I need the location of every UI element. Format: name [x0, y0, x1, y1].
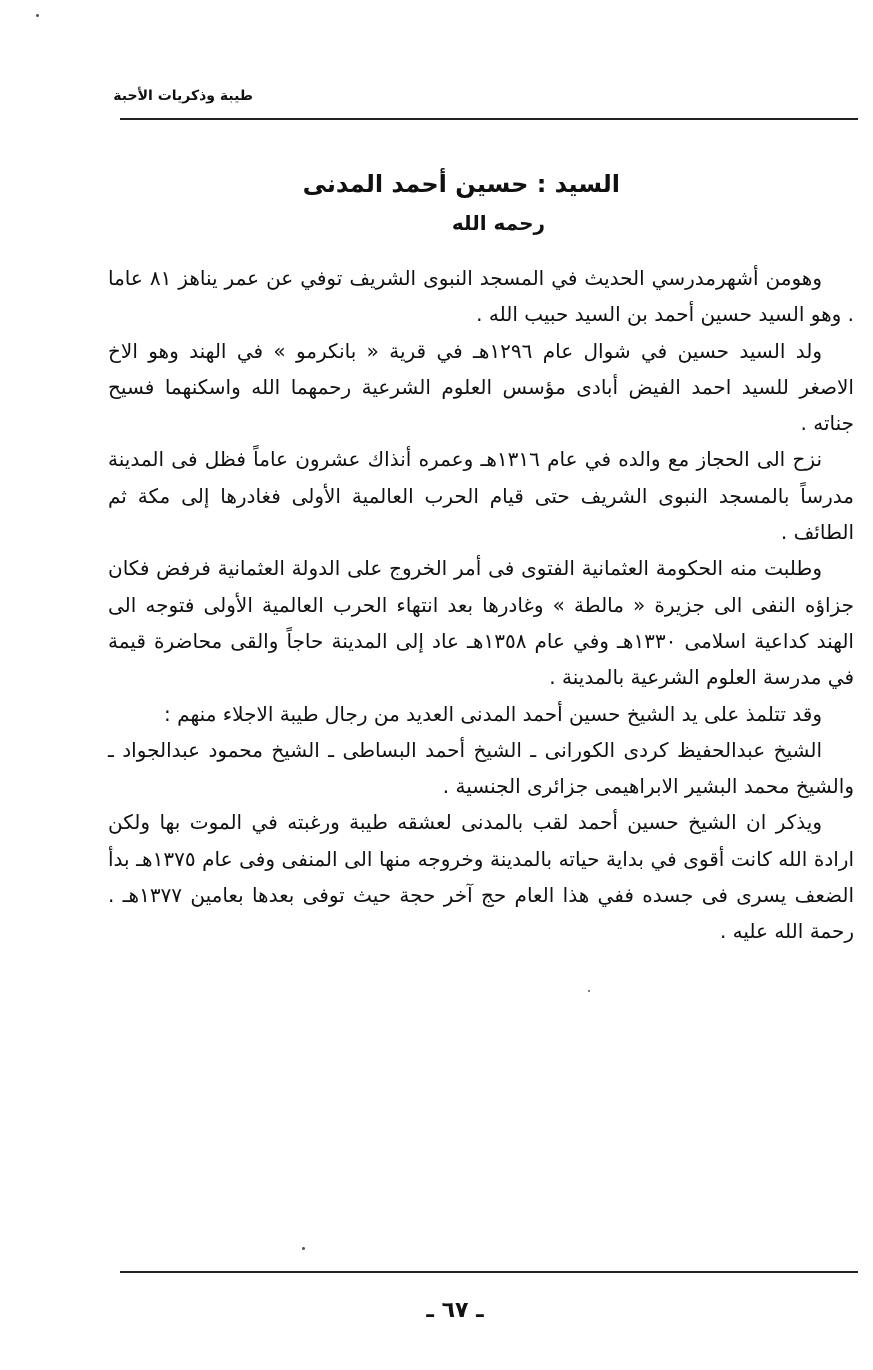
scan-speck	[588, 990, 590, 992]
footer-rule	[120, 1271, 858, 1273]
article-subtitle: رحمه الله	[451, 211, 545, 235]
running-header: طيبة وذكريات الأحبة	[113, 88, 253, 104]
paragraph-birth: ولد السيد حسين في شوال عام ١٢٩٦هـ في قرية « بانكرمو » في الهند وهو الاخ الاصغر للسيد احمد الفيض أبادى مؤسس العلوم الشرعية رحمهما الله واسكنهما فسيح جناته .	[108, 338, 854, 436]
scan-speck	[36, 14, 39, 17]
header-rule	[120, 118, 858, 120]
paragraph-exile: وطلبت منه الحكومة العثمانية الفتوى فى أمر الخروج على الدولة العثمانية فرفض فكان جزاؤه النفى الى جزيرة « مالطة » وغادرها بعد انتهاء الحرب العالمية الأولى فتوجه الى الهند كداعية اسلامى ١٣٣٠هـ وفي عام ١٣٥٨هـ عاد إلى المدينة حاجاً والقى محاضرة قيمة في مدرسة العلوم الشرعية بالمدينة .	[108, 556, 854, 690]
article-body	[108, 260, 854, 950]
paragraph-students: وقد تتلمذ على يد الشيخ حسين أحمد المدنى العديد من رجال طيبة الاجلاء منهم :	[164, 701, 822, 726]
paragraph-death: ويذكر ان الشيخ حسين أحمد لقب بالمدنى لعشقه طيبة ورغبته في الموت بها ولكن ارادة الله كانت أقوى في بداية حياته بالمدينة وخروجه منها الى المنفى وفى عام ١٣٧٥هـ بدأ الضعف يسرى فى جسده ففي هذا العام حج آخر حجة حيث توفى بعدها بعامين ١٣٧٧هـ . رحمة الله عليه .	[108, 810, 855, 944]
page-number: ـ ٦٧ ـ	[426, 1298, 484, 1323]
paragraph-student-names: الشيخ عبدالحفيظ كردى الكورانى ـ الشيخ أحمد البساطى ـ الشيخ محمود عبدالجواد ـ والشيخ محمد البشير الابراهيمى جزائرى الجنسية .	[108, 737, 854, 799]
scan-speck	[302, 1247, 305, 1250]
paragraph-hijaz: نزح الى الحجاز مع والده في عام ١٣١٦هـ وعمره أنذاك عشرون عاماً فظل فى المدينة مدرساً بالمسجد النبوى الشريف حتى قيام الحرب العالمية الأولى فغادرها إلى مكة ثم الطائف .	[108, 447, 854, 545]
paragraph-intro: وهومن أشهرمدرسي الحديث في المسجد النبوى الشريف توفي عن عمر يناهز ٨١ عاما . وهو السيد حسين أحمد بن السيد حبيب الله .	[108, 266, 854, 327]
article-title: السيد : حسين أحمد المدنى	[302, 170, 620, 198]
